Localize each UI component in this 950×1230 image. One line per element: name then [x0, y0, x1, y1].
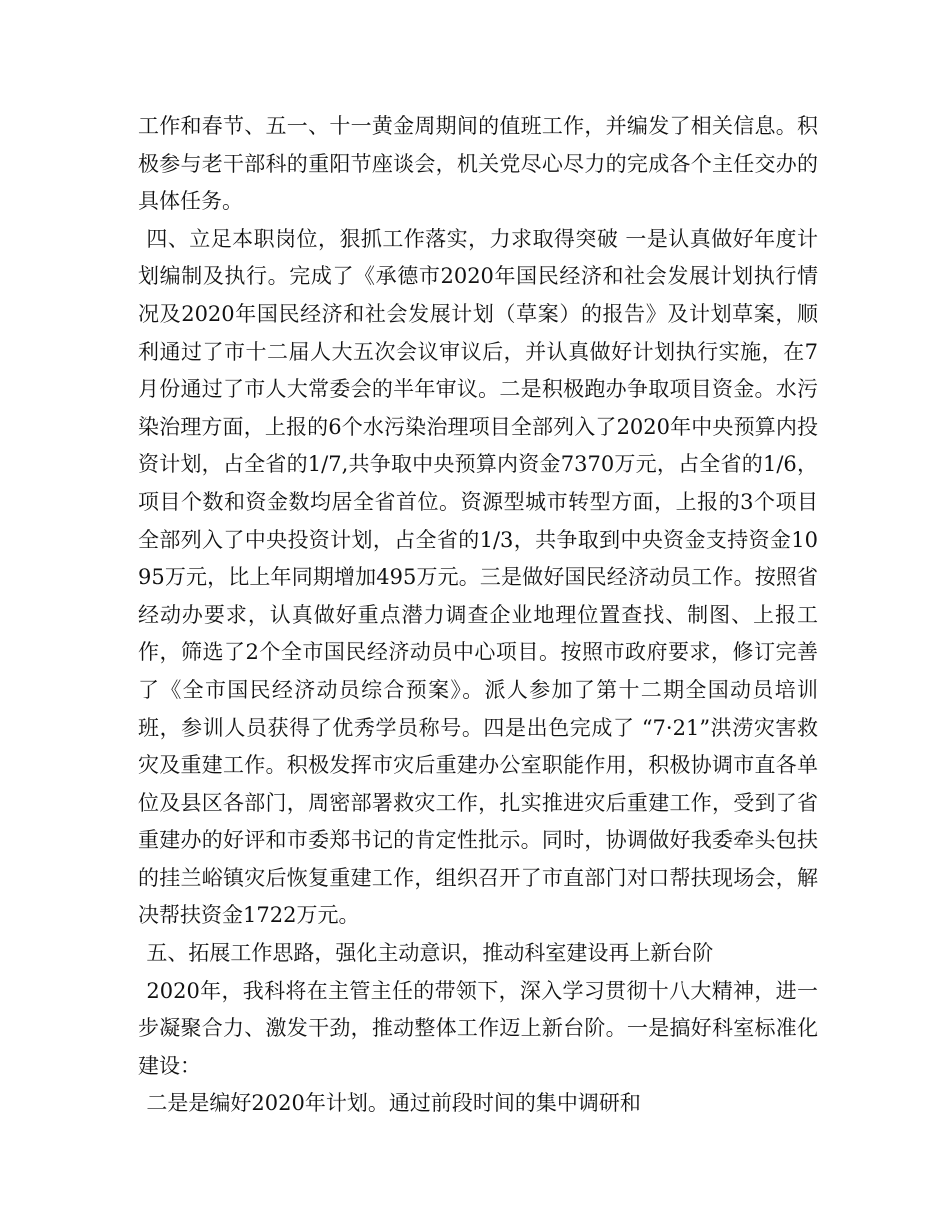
paragraph-section-five-heading: 五、拓展工作思路，强化主动意识，推动科室建设再上新台阶 [146, 941, 714, 966]
paragraph-second-item: 二是是编好2020年计划。通过前段时间的集中调研和 [146, 1091, 641, 1116]
paragraph-section-four: 四、立足本职岗位，狠抓工作落实，力求取得突破 一是认真做好年度计划编制及执行。完成了《承德市2020年国民经济和社会发展计划执行情况及2020年国民经济和社会发展计划（草案）的报告》及计划草案，顺利通过了市十二届人大五次会议审议后，并认真做好计划执行实施，在7月份通过了市人大常委会的半年审议。二是积极跑办争取项目资金。水污染治理方面，上报的6个水污染治理项目全部列入了2020年中央预算内投资计划，占全省的1/7,共争取中央预算内资金7370万元，占全省的1/6，项目个数和资金数均居全省首位。资源型城市转型方面，上报的3个项目全部列入了中央投资计划，占全省的1/3，共争取到中央资金支持资金1095万元，比上年同期增加495万元。三是做好国民经济动员工作。按照省经动办要求，认真做好重点潜力调查企业地理位置查找、制图、上报工作，筛选了2个全市国民经济动员中心项目。按照市政府要求，修订完善了《全市国民经济动员综合预案》。派人参加了第十二期全国动员培训班，参训人员获得了优秀学员称号。四是出色完成了 “7·21”洪涝灾害救灾及重建工作。积极发挥市灾后重建办公室职能作用，积极协调市直各单位及县区各部门，周密部署救灾工作，扎实推进灾后重建工作，受到了省重建办的好评和市委郑书记的肯定性批示。同时，协调做好我委牵头包扶的挂兰峪镇灾后恢复重建工作，组织召开了市直部门对口帮扶现场会，解决帮扶资金1722万元。 [138, 226, 818, 928]
paragraph-plan-2020: 2020年，我科将在主管主任的带领下，深入学习贯彻十八大精神，进一步凝聚合力、激发干劲，推动整体工作迈上新台阶。一是搞好科室标准化建设： [138, 978, 818, 1078]
paragraph-duty-work: 工作和春节、五一、十一黄金周期间的值班工作，并编发了相关信息。积极参与老干部科的重阳节座谈会，机关党尽心尽力的完成各个主任交办的具体任务。 [138, 114, 818, 214]
document-body [138, 108, 818, 1123]
